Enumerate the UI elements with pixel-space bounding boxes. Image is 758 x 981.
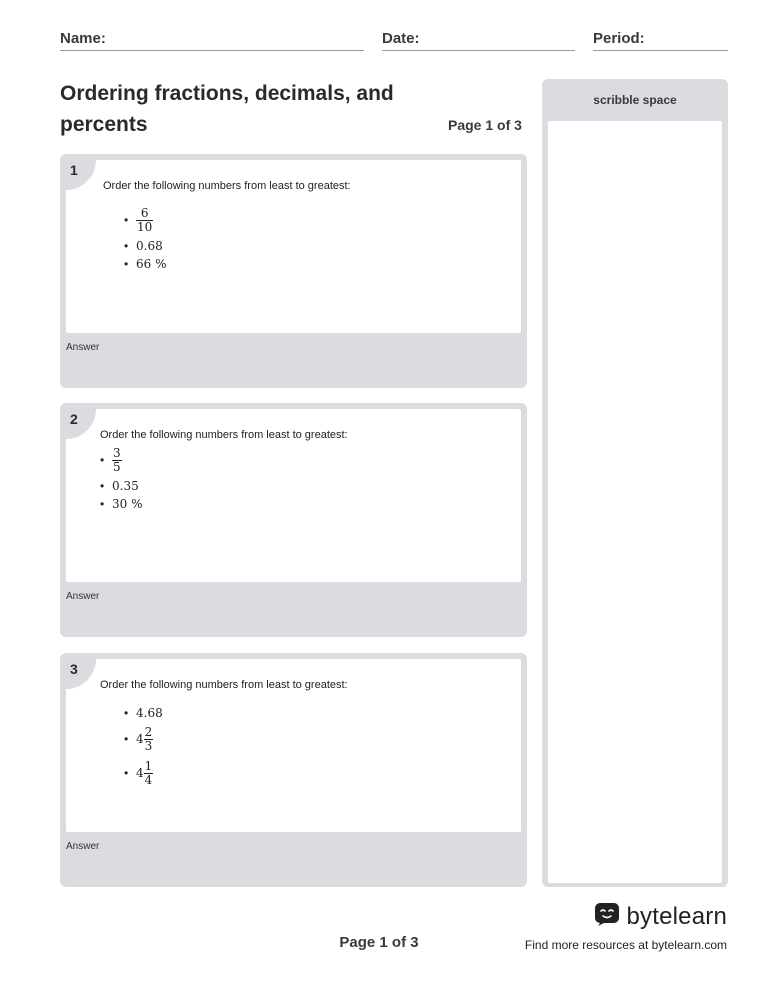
problem-number-badge bbox=[66, 659, 96, 689]
scribble-area[interactable] bbox=[548, 121, 722, 883]
item-value: • 4.68 bbox=[136, 706, 163, 720]
period-field[interactable] bbox=[593, 30, 728, 51]
fraction bbox=[144, 760, 154, 787]
answer-area[interactable]: Answer bbox=[66, 841, 100, 852]
numerator: 1 bbox=[144, 758, 153, 773]
bytelearn-logo-icon bbox=[594, 902, 620, 931]
item-value: • 30 % bbox=[112, 497, 143, 511]
fraction bbox=[136, 207, 153, 234]
scribble-panel bbox=[542, 79, 728, 887]
problem-number: 2 bbox=[70, 411, 78, 427]
whole-number: • 4 bbox=[136, 766, 144, 780]
numerator: 2 bbox=[144, 724, 153, 739]
brand-name: bytelearn bbox=[626, 902, 727, 930]
list-item bbox=[100, 495, 143, 513]
answer-area[interactable]: Answer bbox=[66, 342, 100, 353]
problem-number: 1 bbox=[70, 162, 78, 178]
list-item bbox=[124, 237, 167, 255]
problem-number: 3 bbox=[70, 661, 78, 677]
list-item bbox=[100, 443, 143, 477]
scribble-title: scribble space bbox=[593, 93, 677, 107]
denominator: 10 bbox=[137, 219, 153, 234]
problem-number-badge bbox=[66, 409, 96, 439]
page-indicator-bottom: Page 1 of 3 bbox=[339, 934, 419, 951]
problem-body bbox=[66, 160, 521, 333]
page-indicator-top: Page 1 of 3 bbox=[448, 117, 522, 133]
name-label: Name: bbox=[60, 30, 106, 47]
brand-logo bbox=[594, 902, 727, 931]
date-label: Date: bbox=[382, 30, 420, 47]
problem-number-badge bbox=[66, 160, 96, 190]
fraction bbox=[144, 726, 154, 753]
list-item bbox=[124, 722, 163, 756]
denominator: 3 bbox=[144, 738, 153, 753]
problem-card-2 bbox=[60, 403, 527, 637]
problem-prompt: Order the following numbers from least to greatest: bbox=[103, 180, 351, 192]
numerator: • 3 bbox=[113, 445, 121, 460]
problem-prompt: Order the following numbers from least to greatest: bbox=[100, 679, 348, 691]
number-list bbox=[100, 443, 143, 513]
answer-area[interactable]: Answer bbox=[66, 591, 100, 602]
number-list bbox=[124, 203, 167, 273]
list-item bbox=[124, 255, 167, 273]
denominator: 5 bbox=[113, 459, 121, 474]
list-item bbox=[100, 477, 143, 495]
worksheet-title: Ordering fractions, decimals, and percents bbox=[60, 82, 394, 136]
item-value: • 0.35 bbox=[112, 479, 139, 493]
fraction bbox=[112, 447, 122, 474]
number-list bbox=[124, 704, 163, 790]
problem-body bbox=[66, 659, 521, 832]
whole-number: • 4 bbox=[136, 732, 144, 746]
item-value: • 0.68 bbox=[136, 239, 163, 253]
denominator: 4 bbox=[144, 772, 153, 787]
list-item bbox=[124, 704, 163, 722]
numerator: • 6 bbox=[140, 205, 149, 220]
problem-card-1 bbox=[60, 154, 527, 388]
period-label: Period: bbox=[593, 30, 645, 47]
problem-prompt: Order the following numbers from least to greatest: bbox=[100, 429, 348, 441]
list-item bbox=[124, 756, 163, 790]
name-field[interactable] bbox=[60, 30, 364, 51]
list-item bbox=[124, 203, 167, 237]
date-field[interactable] bbox=[382, 30, 575, 51]
problem-body bbox=[66, 409, 521, 582]
brand-tagline: Find more resources at bytelearn.com bbox=[524, 938, 727, 952]
problem-card-3 bbox=[60, 653, 527, 887]
item-value: • 66 % bbox=[136, 257, 167, 271]
